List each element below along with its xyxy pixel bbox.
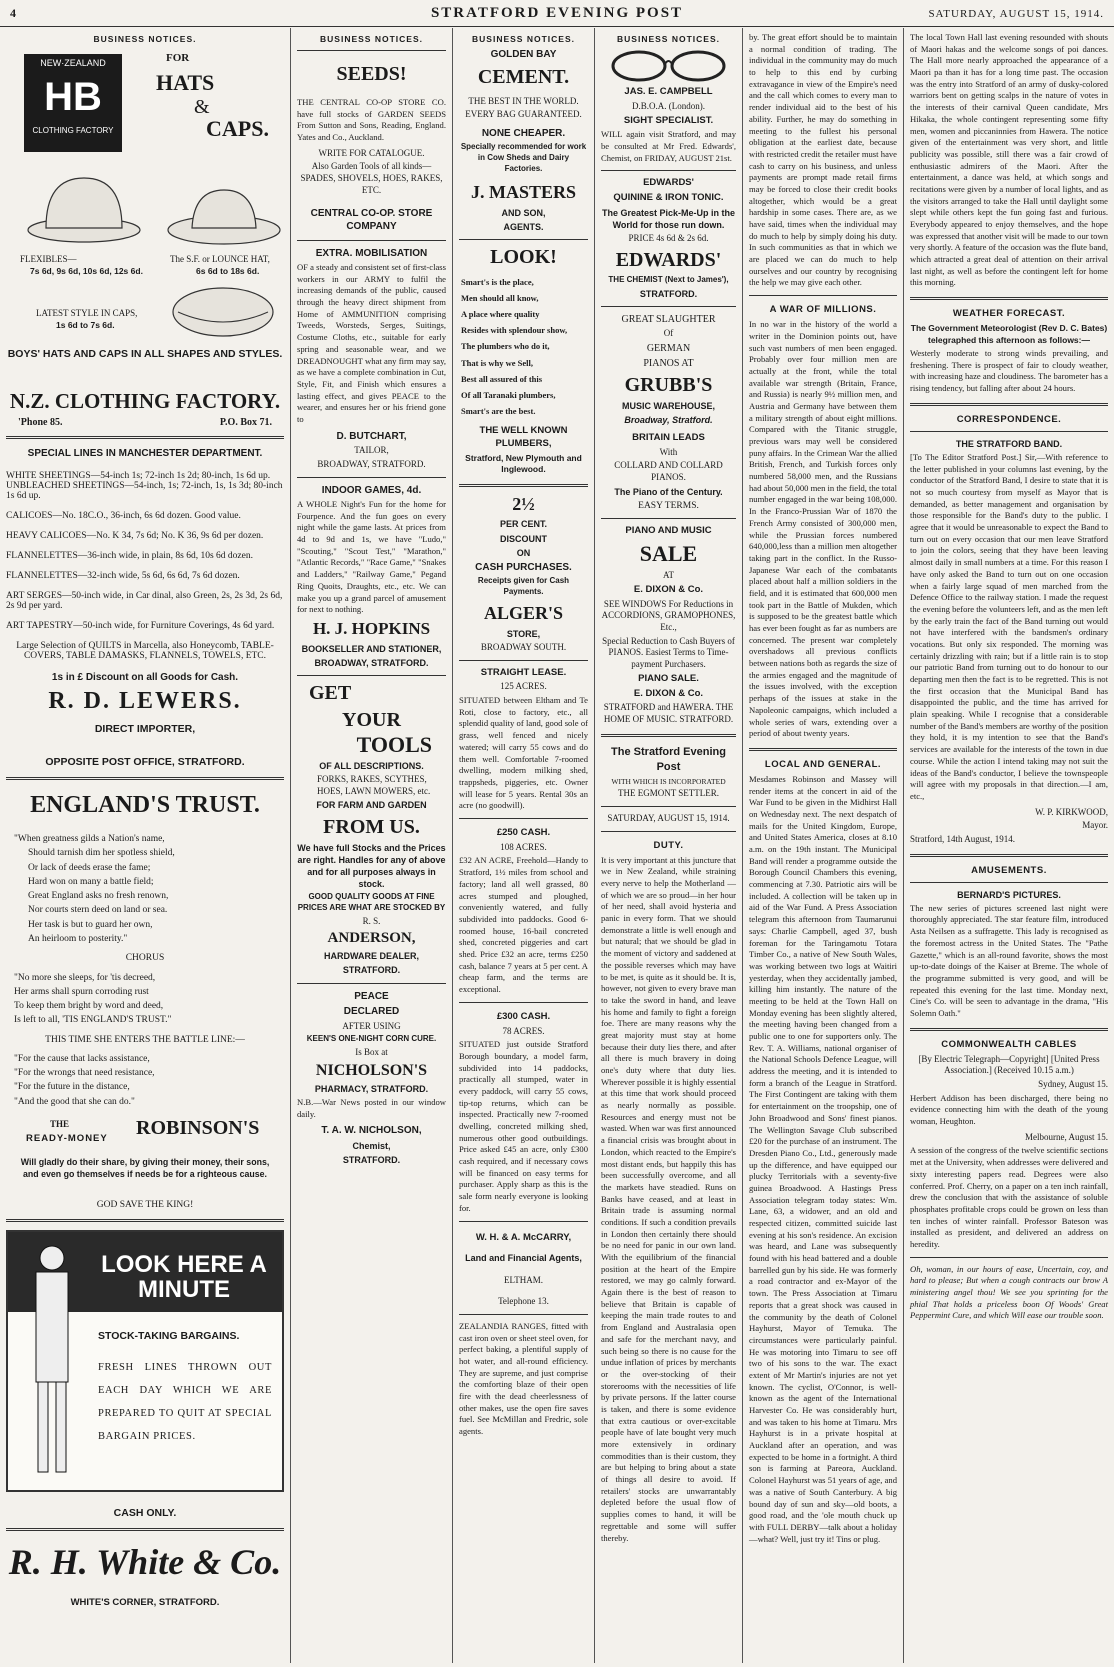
mayor-line: Mayor.: [1082, 820, 1108, 831]
mccarry-name: W. H. & A. McCARRY,: [475, 1231, 572, 1243]
tailor-line: TAILOR,: [354, 445, 389, 456]
and-son-line: AND SON,: [501, 207, 546, 218]
phone-number: 'Phone 85.: [18, 417, 63, 429]
cash-only-line: CASH ONLY.: [113, 1507, 177, 1519]
page-header: [0, 0, 1114, 27]
from-us-word: FROM US.: [323, 815, 420, 838]
divider: [601, 831, 736, 832]
divider: [459, 660, 588, 661]
corn-cure-line: KEEN'S ONE-NIGHT CORN CURE.: [306, 1034, 437, 1044]
butchart-name: D. BUTCHART,: [336, 430, 407, 442]
grubbs-name: GRUBB'S: [624, 373, 713, 396]
land-agents-line: Land and Financial Agents,: [465, 1253, 582, 1264]
dboa-line: D.B.O.A. (London).: [632, 100, 705, 111]
importer-line: DIRECT IMPORTER,: [94, 723, 196, 736]
nz-clothing-factory: N.Z. CLOTHING FACTORY.: [9, 389, 281, 413]
weather-forecast-title: WEATHER FORECAST.: [952, 308, 1066, 320]
divider: [6, 436, 284, 439]
smart-acrostic: [461, 274, 586, 419]
stratford-line: STRATFORD.: [342, 965, 401, 976]
with-line: With: [659, 446, 678, 457]
acrostic-line: Smart's are the best.: [461, 405, 536, 416]
tools-word: TOOLS: [356, 731, 432, 757]
plumbers-line: THE WELL KNOWN PLUMBERS,: [479, 425, 568, 449]
list-item: Large Selection of QUILTS in Marcella, also Honeycomb, TABLE-COVERS, TABLE DAMASKS, FLANNELS, TOWELS, ETC.: [16, 640, 274, 661]
chemist-line: THE CHEMIST (Next to James'),: [608, 274, 729, 284]
column-6: [904, 28, 1114, 1663]
poem-line: Great England asks no fresh renown,: [28, 891, 169, 902]
robinsons-name: ROBINSON'S: [136, 1116, 260, 1139]
seeds-body: THE CENTRAL CO-OP STORE CO. have full stocks of GARDEN SEEDS From Sutton and Sons, Reading, England. Yates and Co., Auckland.: [297, 97, 446, 143]
divider: [6, 1219, 284, 1222]
page-number: 4: [10, 6, 16, 20]
caps-text: CAPS.: [206, 116, 269, 141]
poem-line: "For the cause that lacks assistance,: [14, 1053, 150, 1064]
incorporated-line: WITH WHICH IS INCORPORATED: [611, 776, 726, 786]
duty-editorial: It is very important at this juncture that we in New Zealand, while straining every nerve to help the Motherland —of which we are so proud—in her hour of her need, shall avoid hysteria and panic in every form. That we should demonstrate a little is well enough and but natural; that we should be glad in the moment of victory and saddened at the possible reverses which may have to be met, is quite as it should be. It is, however, not given to every brave man to take the sword in hand, and leave his home and family to fight a foreign foe. There are many reasons why the great majority must stay at home because their duty lies there, and after all there is much bravery in doing one's duty where that duty lies. Wherever possible it is highly essential at this time that work should proceed as nearly normally as possible. Resources and energy must not be wasted. When war was first announced a financial crisis was brought about in London, which reacted to the Empire's most distant ends, but happily this has been successfully overcome, and all the markets have steadied. Runs on Banks have ceased, and at least in Britain trade is assuming normal conditions. If such a condition prevails in London then certainly there should be no need for panic in our own land. With the equilibrium of the financial position at the heart of the Empire restored, we may go calmly forward. Again there is the best of reason to believe that Britain is capable of keeping the main trade routes to and from England and Australasia open and safe for the merchant navy, and such being so there is no cause for the undue inflation of prices by merchants or the over-stocking of their storerooms with the necessities of life by private persons. If the latter course is taken, and there is some evidence that extra cautious or over-excitable people have of late bought very much more extensively in ordinary commodities than is their custom, they are but helping to bring about a state of things all desire to avoid. If retailers' stocks are unwarrantably depleted before the usual flow of supplies comes to hand, it will be regrettable and some will suffer thereby.: [601, 854, 736, 1543]
poem-line: "No more she sleeps, for 'tis decreed,: [14, 972, 156, 983]
look-title: LOOK!: [490, 245, 557, 268]
divider: [749, 748, 897, 751]
zealandia-ranges-advert: ZEALANDIA RANGES, fitted with cast iron oven or sheet steel oven, for perfect baking, a plentiful supply of hot water, and all-round efficiency. They are supreme, and just comprise the comforting blaze of their open fire with the dead cheerlessness of other makes, use the open fire saves fuel. See McMillan and Fredric, sole agents.: [459, 1320, 588, 1437]
campbell-name: JAS. E. CAMPBELL: [624, 86, 713, 97]
divider: [297, 675, 446, 676]
telegraph-credit: [By Electric Telegraph—Copyright] [United Press Association.] (Received 10.15 a.m.): [918, 1053, 1100, 1076]
tools-list: FORKS, RAKES, SCYTHES, HOES, LAWN MOWERS, etc.: [317, 773, 431, 796]
weather-lead: The Government Meteorologist (Rev D. C. Bates) telegraphed this afternoon as follows:—: [910, 323, 1108, 345]
masters-name: J. MASTERS: [470, 181, 577, 202]
acrostic-line: The plumbers who do it,: [461, 341, 550, 352]
poem-line: Her task is but to guard her own,: [28, 919, 153, 930]
divider: [297, 240, 446, 241]
divider: [459, 1221, 588, 1222]
nicholsons-name: NICHOLSON'S: [315, 1061, 428, 1079]
cash-300-body: SITUATED just outside Stratford Borough boundary, a model farm, subdivided into 14 paddocks, practically all stumped, water in every paddock, will carry 55 cows, tip-top returns, which can be inspected. Practically new 7-roomed dwelling, concreted milking shed, numerous other good outbuildings. Price asked £45 an acre, only £300 cash required, and if necessary cows will be financed on easy terms for purchaser. Apply sharp as this is the sale form nearly everyone is looking for.: [459, 1039, 588, 1213]
hardware-line: HARDWARE DEALER,: [323, 951, 419, 962]
acres-line: 78 ACRES.: [502, 1025, 545, 1036]
column-1: [0, 28, 290, 1663]
acrostic-line: Resides with splendour show,: [461, 325, 568, 336]
the-label: THE: [50, 1118, 70, 1129]
lounge-hat-icon: [164, 178, 284, 248]
war-news-note: N.B.—War News posted in our window daily.: [297, 1096, 446, 1119]
robinsons-block: [6, 1117, 284, 1157]
poem-line: Should tarnish dim her spotless shield,: [28, 848, 175, 859]
piano-sale-line: PIANO SALE.: [638, 672, 699, 684]
your-word: YOUR: [342, 708, 401, 731]
divider: [601, 306, 736, 307]
slaughter-line: GREAT SLAUGHTER: [621, 313, 716, 325]
logo-bottom-text: CLOTHING FACTORY: [32, 126, 114, 135]
white-and-co-signature: R. H. White & Co.: [8, 1542, 282, 1583]
stocks-note: We have full Stocks and the Prices are right. Handles for any of above and for all purposes always in stock.: [297, 842, 446, 889]
algers-name: ALGER'S: [483, 602, 564, 623]
stratford-line: STRATFORD.: [639, 288, 698, 299]
issue-date-line: SATURDAY, AUGUST 15, 1914.: [607, 812, 730, 823]
pianos-at-line: PIANOS AT: [643, 357, 694, 369]
store-line: STORE,: [506, 628, 541, 639]
peace-word: PEACE: [354, 990, 389, 1002]
taw-nicholson-name: T. A. W. NICHOLSON,: [321, 1125, 422, 1137]
maori-visit-article: The local Town Hall last evening resounded with shouts of Maori hakas and the welcome songs of poi dances. The Hall more nearly approached the appearance of a Maori pa than it has for a long time past. The occasion was the entry into Stratford of an army of dusky-colored warriors bent on getting scalps in the nature of votes in the interests of their carnival Queen candidate, Mrs Hikaka, the whole contingent representing some fifty men, women and piccaninnies from Hawera. The notice given of the entertainment was very short, and little publicity was possible, still there was a fair crowd of enthusiastic admirers of the Maori. After the entertainment, a dance was held, at which songs and recitations were given by a number of local lights, and as the visitors arranged to take the Hall until daylight some slept while others kept the fun going fast and furious. Everybody appeared to enjoy themselves, and the hope was expressed that another visit will be made to our town very shortly. A feature of the occasion was the flute band, which attracted a great deal of attention on their arrival last night, as well as before the contingent left for home this morning.: [910, 32, 1108, 288]
acrostic-line: A place where quality: [461, 309, 540, 320]
cash-buyers-line: Special Reduction to Cash Buyers of PIANOS. Easiest Terms to Time-payment Purchasers.: [602, 635, 735, 670]
boys-hats-line: BOYS' HATS AND CAPS IN ALL SHAPES AND STYLES.: [7, 348, 283, 360]
list-item: HEAVY CALICOES—No. K 34, 7s 6d; No. K 36, 9s 6d per dozen.: [6, 530, 264, 541]
poem-verse-2: [14, 971, 276, 1028]
chemist-line: Chemist,: [352, 1140, 391, 1151]
for-text: FOR: [166, 52, 190, 64]
list-item: ART SERGES—50-inch wide, in Car dinal, also Green, 2s, 2s 3d, 2s 6d, 2s 9d per yard.: [6, 590, 283, 611]
duty-continued: by. The great effort should be to maintain a normal condition of trading. The individual in the community may do much to help to this end by curbing extravagance in view of the Empire's need and the call which comes to every man to render individual aid to the best of his ability. Further, he may do something in meeting to the fullest his personal obligation at the earliest date, because with restricted credit the retailer must have cash to carry on his business, and unless payments are prompt made retail firms may be forced to close their credit books altogether, which would be a great hardship in some cases. There are, as we have said, times when the individual may do much to help by simply doing his duty. In such communities as that in which we are placed we can do much to help ourselves and our country by recognising the help we may give each other.: [749, 32, 897, 288]
indoor-games-body: A WHOLE Night's Fun for the home for Fourpence. And the fun goes on every night while the game lasts. At prices from 4d to 9d and 1s, we have "Ludo," "Scouting," "Scout Test," "Marathon," "Atlantic Records," "Race Game," "Snakes and Ladders," "Railway Game," Pegand Ring Quoits, Draughts, etc., etc. We can make you up a grand parcel of amusement for next to nothing.: [297, 499, 446, 615]
divider: [297, 477, 446, 478]
seeds-title: SEEDS!: [336, 63, 407, 85]
best-line: THE BEST IN THE WORLD.: [468, 95, 579, 106]
list-item: WHITE SHEETINGS—54-inch 1s; 72-inch 1s 2d; 80-inch, 1s 6d up. UNBLEACHED SHEETINGS—54-inch, 1s; 72-inch, 1s, 1s 3d; 80-inch 1s 6d up.: [6, 470, 283, 501]
newspaper-title: The Stratford Evening Post: [611, 745, 726, 773]
lease-body: SITUATED between Eltham and Te Roti, close to factory, etc., all splendid quality of land, good sole of grass, well fenced and nicely watered; will carry 55 cows and do them well. Comfortable 7-roomed dwelling, modern milking shed, trappsheds, piggeries, etc. Owner will lease for 5 years. Rental 30s an acre (no goodwill).: [459, 695, 588, 811]
farm-garden-line: FOR FARM AND GARDEN: [316, 800, 427, 811]
receipts-line: Receipts given for Cash Payments.: [477, 576, 570, 597]
agents-line: AGENTS.: [503, 221, 544, 232]
divider: [459, 484, 588, 487]
whites-corner-address: WHITE'S CORNER, STRATFORD.: [70, 1597, 220, 1609]
column-2: [291, 28, 452, 1663]
pick-me-up-line: The Greatest Pick-Me-Up in the World for those run down.: [601, 208, 736, 231]
correspondence-title: CORRESPONDENCE.: [956, 413, 1062, 425]
divider: [601, 170, 736, 171]
look-here-heading: LOOK HERE A MINUTE: [101, 1251, 267, 1304]
piano-music-line: PIANO AND MUSIC: [625, 525, 712, 537]
price-line: PRICE 4s 6d & 2s 6d.: [628, 233, 709, 244]
divider: [459, 239, 588, 240]
caps-prices: 1s 6d to 7s 6d.: [56, 320, 115, 330]
bowler-hat-icon: [24, 168, 144, 248]
hb-logo: [24, 54, 122, 152]
list-item: ART TAPESTRY—50-inch wide, for Furniture Coverings, 4s 6d yard.: [6, 620, 275, 631]
guarantee-line: EVERY BAG GUARANTEED.: [465, 109, 582, 120]
column-5: [743, 28, 903, 1663]
local-general-title: LOCAL AND GENERAL.: [764, 758, 882, 770]
cash-purchases-line: CASH PURCHASES.: [475, 561, 572, 573]
poem-line: "And the good that she can do.": [14, 1096, 135, 1107]
chorus-label: CHORUS: [125, 953, 165, 964]
telephone-line: Telephone 13.: [498, 1296, 549, 1307]
battle-line: THIS TIME SHE ENTERS THE BATTLE LINE:—: [45, 1034, 245, 1045]
duty-title: DUTY.: [653, 839, 684, 851]
lewers-name: R. D. LEWERS.: [48, 688, 242, 715]
hopkins-name: H. J. HOPKINS: [312, 618, 431, 638]
eltham-line: ELTHAM.: [504, 1274, 543, 1285]
sight-body: WILL again visit Stratford, and may be consulted at Mr Fred. Edwards', Chemist, on FRIDAY, AUGUST 21st.: [601, 129, 736, 163]
list-item: CALICOES—No. 18C.O., 36-inch, 6s 6d dozen. Good value.: [6, 510, 241, 521]
divider: [601, 734, 736, 737]
indoor-games-title: INDOOR GAMES, 4d.: [321, 484, 422, 496]
sight-specialist-line: SIGHT SPECIALIST.: [623, 114, 714, 126]
bookseller-line: BOOKSELLER AND STATIONER,: [301, 643, 442, 654]
flexibles-label: FLEXIBLES—: [20, 254, 77, 264]
cash-300-title: £300 CASH.: [496, 1010, 551, 1022]
cement-title: CEMENT.: [477, 65, 570, 88]
divider: [459, 1314, 588, 1315]
edwards-big-name: EDWARDS': [615, 248, 722, 271]
divider: [601, 518, 736, 519]
column-3: [453, 28, 594, 1663]
poem-line: "For the future in the distance,: [14, 1082, 130, 1093]
war-of-millions-title: A WAR OF MILLIONS.: [769, 304, 877, 316]
commonwealth-cables-title: COMMONWEALTH CABLES: [941, 1038, 1077, 1050]
divider: [910, 882, 1108, 883]
letter-signature: W. P. KIRKWOOD,: [1035, 806, 1108, 817]
poem-line: "For the wrongs that need resistance,: [14, 1068, 155, 1079]
look-here-advert: [6, 1230, 284, 1492]
robinsons-message: Will gladly do their share, by giving their money, their sons, and even go themselves if needs be for a righteous cause.: [20, 1156, 270, 1179]
music-warehouse-line: MUSIC WAREHOUSE,: [621, 400, 715, 411]
quinine-tonic-line: QUININE & IRON TONIC.: [613, 192, 724, 204]
hats-advert: [6, 48, 284, 386]
percent-figure: 2½: [512, 493, 535, 514]
local-general-body: Mesdames Robinson and Massey will render items at the concert in aid of the War Fund to be given in the Midhirst Hall on Wednesday next. The next despatch of mails for the United Kingdom, Europe, and United States America, closes at 8.10 a.m. on the 19th instant. The Municipal Band will render a programme outside the Borough Council Chambers this evening, commencing at 7.30. Patriotic airs will be included. A collection will be taken up in aid of the War Fund. A Press Association telegram this afternoon from Taumarunui says: Charlie Campbell, aged 37, bush foreman for the Taringamotu Totara Timber Co., a native of New South Wales, was working between two logs at Waitiri yesterday, when they accidentally jambed, killing him instantly. The nature of the meeting to be held at the Town Hall on Monday evening has been slightly altered, the meeting having been changed from a public one to one for supporters only. The Rev. T. A. Williams, national organiser of the National Schools Defence League, will address the meeting, and it is intended to form a branch of the League in Stratford. The First Contingent are taking with them for entertainment on the troopship, one of John Broadwood and Sons' finest pianos. The Wellington Savage Club subscribed £20 for the purchase of an instrument. The Dresden Piano Co., Ltd., generously made up the difference, and have equipped our plucky Territorials with a seventy-five guinea Broadwood. A Hastings Press Association telegram today states: Wm. Lane, 63, a widower, and an old and respected citizen, committed suicide last evening at his son's residence. An excision was heard, and Lane was subsequently found with his head battered and a double barrelled gun by his side. He was formerly a road contractor and ex-Mayor of the town. The Press Association at Timaru reports that a great shock was caused in the community by the death of Colonel Hayhurst, Mayor of Temuka. The circumstances were particularly painful. He was motoring into Timaru to see off two of his sons to the war. The exact extent of Mr Martin's injuries are not yet known. The cyclist, O'Connor, is well-known as the agent of the International Harvester Co. He was considerably hurt, and was taken to his home at Timaru. Mrs Hayhurst is in a private hospital at Auckland after an operation, and was expected to be home in a fortnight. A third son is farming at Pareora, Auckland. Colonel Hayhurst was 51 years of age, and was a native of South Canterbury. A big bound day of sun and sky—old boots, a good road, and the 'ole mouth chuck up with FULL DERBY—talk about a holiday—what? Well, just try it! Tins or plug.: [749, 773, 897, 1544]
logo-top-text: NEW·ZEALAND: [40, 58, 106, 68]
band-letter-body: [To The Editor Stratford Post.] Sir,—With reference to the letter published in your columns last evening, by the conductor of the Stratford Band, I desire to state that it is not so much courtesy from myself as Mayor that is demanded, as better management and organisation by those responsible for the Band's duty to the public. I agree that it would be unreasonable to expect the Band to turn out on every occasion that our men leave Stratford to join the colors, seeing that they have been leaving almost daily in small numbers at a time. For this reason I have only asked the Band to turn out on one occasion when a fairly large squad of men marched from the Defence Office to the railway station. I made the request the evening before the volunteers left, and as the men left by the early train the fact of the Band turning out would not have interfered with the bandsmen's ordinary vocations. But only six responded. The morning was certainly drizzling with rain; but if a little rain is to stop our patriotic Band from turning out to do honour to our departing men then the fact is to be regretted. This is not the first occasion that the Municipal Band has disappointed the public, and the time has arrived for plain speaking. While I recognise that a considerable number of the Band's members are worthy of the position they hold, it is my intention to see that the Band's services are available for the interests of the town in due course. While the action I intend taking may not suit the ideas of the Band's conductor, I believe the townspeople will agree with my proposals in that direction.—I am, etc.,: [910, 451, 1108, 801]
divider: [297, 983, 446, 984]
egmont-settler-line: THE EGMONT SETTLER.: [617, 788, 720, 799]
list-item: FLANNELETTES—32-inch wide, 5s 6d, 6s 6d, 7s 6d dozen.: [6, 570, 240, 581]
spectacles-icon: [601, 48, 736, 84]
discount-line: DISCOUNT: [500, 533, 547, 544]
divider: [6, 1528, 284, 1531]
war-of-millions-body: In no war in the history of the world a writer in the Dominion points out, have such vast numbers of men been engaged. Probably over four million men are actually at the front, while the total available war strength (Britain, France, and Russia) is nearly 9½ million men, and Austria and Germany have between them a military strength of about eight millions. Compared with the Titanic struggle, previous wars may well be considered puny affairs. In the Crimean War the allied British, French, and Turkish forces only numbered 58,000 men, and the Russians had about 50,000 men in the field, the total number engaged in the war being 108,000. In the Franco-Prussian War of 1870 the French Army consisted of 300,000 men, while the Prussian forces numbered 640,000,less than a million men altogether taking part in the conflict. In the Russo-Japanese War each of the combatants placed about half a million soldiers in the field, and it is estimated that 600,000 men took part in the Battle of Mukden, which is supposed to be the greatest battle which has ever been fought as far as numbers are concerned. The present war completely overshadows all previous conflicts between nations both as regards the size of the armies engaged and the magnitude of the issues involved, with the exception perhaps of the issues at stake in the Napoleonic campaigns, which included a whole series of wars, extending over a period of about twenty years.: [749, 319, 897, 739]
pharmacy-line: PHARMACY, STRATFORD.: [314, 1083, 429, 1094]
amusements-title: AMUSEMENTS.: [971, 864, 1047, 876]
divider: [459, 818, 588, 819]
sf-hat-label: The S.F. or LOUNCE HAT,: [170, 254, 270, 264]
masthead: STRATFORD EVENING POST: [430, 5, 684, 21]
po-box: P.O. Box 71.: [219, 417, 272, 429]
at-line: AT: [663, 570, 674, 581]
melbourne-dateline: Melbourne, August 15.: [1025, 1131, 1108, 1142]
acrostic-line: Of all Taranaki plumbers,: [461, 389, 556, 400]
poem-line: Is left to all, 'TIS ENGLAND'S TRUST.": [14, 1015, 172, 1026]
peppermint-cure-advert: Oh, woman, in our hours of ease, Uncertain, coy, and hard to please; But when a cough contracts our brow A ministering angel thou! We see you sprinting for the phial That holds a priceless boon Of Woods' Great Peppermint Cure, and which Will ease our trouble soon.: [910, 1263, 1108, 1321]
issue-date: SATURDAY, AUGUST 15, 1914.: [928, 8, 1104, 20]
acrostic-line: That is why we Sell,: [461, 357, 534, 368]
letter-date: Stratford, 14th August, 1914.: [910, 833, 1015, 844]
acres-line: 108 ACRES.: [500, 841, 547, 852]
discount-line: 1s in £ Discount on all Goods for Cash.: [51, 671, 239, 683]
divider: [459, 1002, 588, 1003]
german-line: GERMAN: [646, 342, 691, 354]
poem-verse-1: [14, 832, 276, 946]
fresh-lines-text: FRESH LINES THROWN OUT EACH DAY WHICH WE ARE PREPARED TO QUIT AT SPECIAL BARGAIN PRICES.: [98, 1362, 272, 1443]
poem-line: Nor courts stern deed on land or sea.: [28, 905, 168, 916]
descriptions-line: OF ALL DESCRIPTIONS.: [319, 760, 424, 771]
poem-verse-3: [14, 1052, 276, 1109]
acrostic-line: Men should all know,: [461, 292, 539, 303]
collard-line: COLLARD AND COLLARD PIANOS.: [614, 460, 723, 483]
band-letter-title: THE STRATFORD BAND.: [955, 438, 1063, 449]
weather-body: Westerly moderate to strong winds prevailing, and freshening. There is prospect of fair to cloudy weather, with increasing haze and cloudiness. The barometer has a rising tendency, but falling after about 24 hours.: [910, 348, 1108, 394]
section-heading: BUSINESS NOTICES.: [320, 34, 423, 44]
on-line: ON: [516, 547, 531, 558]
broadway-south-line: BROADWAY SOUTH.: [480, 641, 567, 652]
poem-line: Or lack of deeds erase the fame;: [28, 862, 151, 873]
divider: [910, 1028, 1108, 1031]
god-save-king: GOD SAVE THE KING!: [96, 1199, 194, 1210]
extra-mobilisation-title: EXTRA. MOBILISATION: [315, 247, 428, 259]
garden-tools-line: Also Garden Tools of all kinds—SPADES, SHOVELS, HOES, RAKES, ETC.: [300, 161, 443, 195]
caps-label: LATEST STYLE IN CAPS,: [36, 308, 138, 318]
quality-note: GOOD QUALITY GOODS AT FINE PRICES ARE WHAT ARE STOCKED BY: [297, 892, 446, 912]
of-line: Of: [663, 327, 674, 338]
acrostic-line: Smart's is the place,: [461, 276, 534, 287]
poem-line: Her arms shall spurn corroding rust: [14, 986, 149, 997]
flexibles-prices: 7s 6d, 9s 6d, 10s 6d, 12s 6d.: [30, 266, 143, 276]
ready-money-label: READY-MONEY: [26, 1132, 108, 1144]
address-line: OPPOSITE POST OFFICE, STRATFORD.: [45, 755, 245, 768]
section-heading: BUSINESS NOTICES.: [472, 34, 575, 44]
none-cheaper-line: NONE CHEAPER.: [481, 127, 566, 139]
hawera-line: STRATFORD and HAWERA. THE HOME OF MUSIC. STRATFORD.: [603, 702, 734, 725]
cash-250-title: £250 CASH.: [496, 826, 551, 838]
section-heading: BUSINESS NOTICES.: [93, 34, 197, 44]
divider: [749, 295, 897, 296]
stratford-line: STRATFORD.: [342, 1154, 401, 1165]
get-word: GET: [309, 681, 352, 704]
century-line: The Piano of the Century.: [614, 486, 723, 497]
manchester-heading: SPECIAL LINES IN MANCHESTER DEPARTMENT.: [27, 448, 263, 460]
anderson-name: ANDERSON,: [327, 930, 416, 947]
manchester-list: [6, 471, 284, 661]
melbourne-body: A session of the congress of the twelve scientific sections met at the University, when addresses were delivered and sixty interesting papers read. Degrees were also conferred. Prof. Cherry, on a paper on a ten inch rainfall, drew the conclusion that with the assistance of soluble phosphates profitable crops could be grown on less than ten inches of winter rainfall. Professor Bateson was installed as president, and delivered an address on heredity.: [910, 1145, 1108, 1249]
dixon-name: E. DIXON & Co.: [633, 687, 704, 699]
stock-taking-heading: STOCK-TAKING BARGAINS.: [98, 1330, 240, 1342]
catalogue-line: WRITE FOR CATALOGUE.: [318, 147, 425, 158]
golden-bay-line: GOLDEN BAY: [490, 49, 557, 60]
anderson-initials: R. S.: [362, 915, 381, 926]
edwards-name: EDWARDS': [643, 177, 694, 189]
poem-line: "When greatness gilds a Nation's name,: [14, 834, 165, 845]
sf-hat-prices: 6s 6d to 18s 6d.: [196, 266, 260, 276]
cash-250-body: £32 AN ACRE, Freehold—Handy to Stratford, 1½ miles from school and factory; land all well grassed, 80 acres stumped and ploughed, conveniently watered, and fully subdivided into paddocks. Good 6-roomed house, 16-bail concreted shed, concreted piggeries and cart shed. Price £32 an acre, terms £250 cash, balance 7 years at 5 per cent. A cheap farm, and the terms are exceptional.: [459, 855, 588, 995]
divider: [910, 403, 1108, 406]
broadway-line: Broadway, Stratford.: [624, 414, 713, 425]
divider: [910, 297, 1108, 300]
declared-word: DECLARED: [343, 1006, 400, 1018]
list-item: FLANNELETTES—36-inch wide, in plain, 8s 6d, 10s 6d dozen.: [6, 550, 253, 561]
divider: [6, 777, 284, 780]
section-heading: BUSINESS NOTICES.: [617, 34, 720, 44]
poem-line: An heirloom to posterity.": [28, 933, 128, 944]
britain-leads-line: BRITAIN LEADS: [632, 431, 705, 443]
man-figure-icon: [22, 1242, 82, 1482]
broadway-line: BROADWAY, STRATFORD.: [314, 657, 429, 668]
bernards-pictures-body: The new series of pictures screened last night were thoroughly appreciated. The star feature film, introduced Asta Neilsen as a suffragette. This lady is recognised as the foremost actress in the United States. The "Pathe Gazette," which is an all-round favorite, shows the most up-to-date doings of the Kaiser at Breme. The whole of the programme submitted is very good, and will be repeated this evening for the last time. Monday next, Cine's Co. will be seen to advantage in the drama, "His Solemn Oath.": [910, 902, 1108, 1018]
bernards-pictures-title: BERNARD'S PICTURES.: [957, 889, 1061, 900]
recommended-line: Specially recommended for work in Cow Sheds and Dairy Factories.: [460, 142, 587, 173]
englands-trust-title: ENGLAND'S TRUST.: [30, 791, 260, 818]
column-4: [595, 28, 742, 1663]
sale-word: SALE: [639, 541, 698, 567]
easy-terms-line: EASY TERMS.: [638, 500, 699, 511]
divider: [910, 1257, 1108, 1258]
poem-line: Hard won on many a battle field;: [28, 876, 154, 887]
broadway-line: BROADWAY, STRATFORD.: [317, 458, 426, 469]
windows-line: SEE WINDOWS For Reductions in ACCORDIONS, GRAMOPHONES, Etc.,: [601, 598, 736, 633]
acres-line: 125 ACRES.: [500, 681, 547, 692]
per-cent-line: PER CENT.: [499, 519, 547, 530]
locations-line: Stratford, New Plymouth and Inglewood.: [465, 452, 582, 475]
central-coop-name: CENTRAL CO-OP. STORE COMPANY: [310, 207, 433, 232]
divider: [910, 854, 1108, 857]
divider: [601, 806, 736, 807]
in-stock-line: Is Box at: [355, 1047, 388, 1058]
straight-lease-title: STRAIGHT LEASE.: [480, 666, 567, 678]
amp-text: &: [194, 96, 210, 118]
divider: [910, 431, 1108, 432]
mobilisation-body: OF a steady and consistent set of first-class workers in our ARMY to fulfil the increasing demands of the public, caused through the heavy direct shipment from Home of AMMUNITION comprising Tweeds, Worsteds, Serges, Suitings, Costume Cloths, etc., suitable for early spring and seasonable wear, and we DREADNOUGHT what any firm may say, as we have a complete combination in Cut, Style, Fit, and Finish which ensures a lasting effect, and gives PEACE to the wearer, and ensures her or his friend gone to: [297, 262, 446, 424]
dixon-name: E. DIXON & Co.: [633, 583, 704, 595]
poem-line: To keep them bright by word and deed,: [14, 1001, 164, 1012]
acrostic-line: Best all assured of this: [461, 373, 543, 384]
logo-mark: HB: [44, 75, 102, 119]
sydney-body: Herbert Addison has been discharged, there being no evidence connecting him with the death of the young woman, Heughton.: [910, 1092, 1108, 1127]
after-using-line: AFTER USING: [342, 1020, 401, 1031]
contact-line: [18, 417, 272, 428]
divider: [297, 50, 446, 51]
sydney-dateline: Sydney, August 15.: [1038, 1079, 1108, 1090]
cap-icon: [168, 280, 278, 340]
hats-text: HATS: [156, 70, 215, 95]
